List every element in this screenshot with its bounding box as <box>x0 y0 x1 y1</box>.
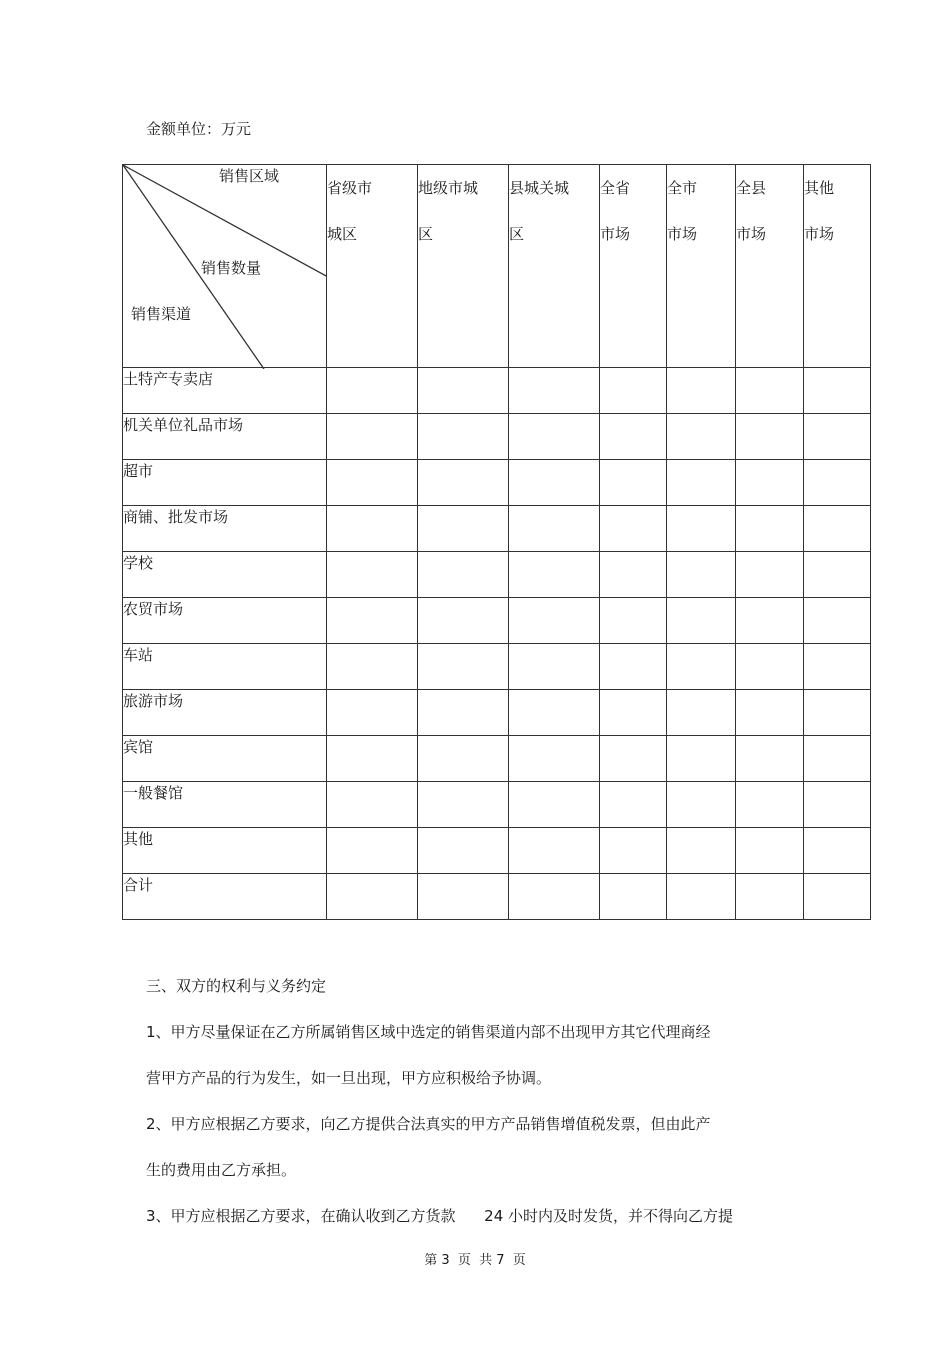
table-cell <box>736 690 804 736</box>
table-row <box>123 414 871 460</box>
row-label: 其他 <box>123 828 327 874</box>
table-cell <box>736 552 804 598</box>
table-cell <box>667 414 736 460</box>
column-header: 省级市 城区 <box>327 165 418 368</box>
table-cell <box>418 414 509 460</box>
row-label: 车站 <box>123 644 327 690</box>
column-header: 县城关城 区 <box>509 165 600 368</box>
column-header: 地级市城 区 <box>418 165 509 368</box>
table-row <box>123 460 871 506</box>
table-cell <box>736 506 804 552</box>
column-header: 其他 市场 <box>804 165 871 368</box>
table-cell <box>804 874 871 920</box>
table-cell <box>509 828 600 874</box>
table-row <box>123 598 871 644</box>
corner-channel-label: 销售渠道 <box>131 305 192 323</box>
table-cell <box>736 736 804 782</box>
table-cell <box>736 368 804 414</box>
table-cell <box>667 644 736 690</box>
column-header: 全市 市场 <box>667 165 736 368</box>
row-label: 合计 <box>123 874 327 920</box>
table-cell <box>667 828 736 874</box>
table-cell <box>509 690 600 736</box>
corner-region-label: 销售区域 <box>219 167 280 185</box>
row-label: 土特产专卖店 <box>123 368 327 414</box>
table-cell <box>600 782 667 828</box>
table-cell <box>600 552 667 598</box>
column-header: 全县 市场 <box>736 165 804 368</box>
table-row <box>123 644 871 690</box>
table-cell <box>667 782 736 828</box>
table-cell <box>327 414 418 460</box>
table-cell <box>327 506 418 552</box>
table-corner-cell <box>123 165 327 368</box>
table-cell <box>736 782 804 828</box>
table-cell <box>327 736 418 782</box>
table-cell <box>327 368 418 414</box>
table-cell <box>600 368 667 414</box>
table-cell <box>600 874 667 920</box>
table-cell <box>667 368 736 414</box>
table-cell <box>418 506 509 552</box>
table-cell <box>736 644 804 690</box>
table-cell <box>509 368 600 414</box>
table-cell <box>804 460 871 506</box>
row-label: 超市 <box>123 460 327 506</box>
table-row <box>123 828 871 874</box>
table-cell <box>804 598 871 644</box>
table-cell <box>667 460 736 506</box>
table-row <box>123 506 871 552</box>
table-cell <box>327 598 418 644</box>
table-cell <box>327 644 418 690</box>
table-cell <box>804 644 871 690</box>
table-cell <box>418 736 509 782</box>
table-cell <box>509 552 600 598</box>
table-cell <box>509 782 600 828</box>
table-cell <box>600 460 667 506</box>
row-label: 一般餐馆 <box>123 782 327 828</box>
table-cell <box>509 460 600 506</box>
table-cell <box>804 828 871 874</box>
table-cell <box>418 690 509 736</box>
table-cell <box>736 598 804 644</box>
table-cell <box>509 644 600 690</box>
table-cell <box>736 460 804 506</box>
table-cell <box>736 874 804 920</box>
table-cell <box>327 782 418 828</box>
table-cell <box>667 552 736 598</box>
table-cell <box>509 736 600 782</box>
paragraph-line: 2、甲方应根据乙方要求，向乙方提供合法真实的甲方产品销售增值税发票，但由此产 <box>146 1115 711 1133</box>
table-row <box>123 368 871 414</box>
row-label: 机关单位礼品市场 <box>123 414 327 460</box>
table-cell <box>600 414 667 460</box>
table-cell <box>509 598 600 644</box>
table-cell <box>804 690 871 736</box>
table-cell <box>418 598 509 644</box>
table-cell <box>667 690 736 736</box>
table-cell <box>804 552 871 598</box>
table-cell <box>667 874 736 920</box>
table-row <box>123 782 871 828</box>
row-label: 农贸市场 <box>123 598 327 644</box>
table-cell <box>418 644 509 690</box>
table-row <box>123 736 871 782</box>
corner-quantity-label: 销售数量 <box>201 259 262 277</box>
paragraph-line: 3、甲方应根据乙方要求，在确认收到乙方货款 24 小时内及时发货，并不得向乙方提 <box>146 1207 734 1225</box>
table-cell <box>667 598 736 644</box>
table-cell <box>804 782 871 828</box>
table-cell <box>509 874 600 920</box>
table-cell <box>804 368 871 414</box>
table-cell <box>327 874 418 920</box>
table-cell <box>327 690 418 736</box>
table-cell <box>736 414 804 460</box>
table-cell <box>600 644 667 690</box>
table-cell <box>804 736 871 782</box>
table-cell <box>804 414 871 460</box>
table-cell <box>509 414 600 460</box>
table-header-row <box>123 165 871 368</box>
table-row <box>123 874 871 920</box>
table-cell <box>667 736 736 782</box>
table-cell <box>509 506 600 552</box>
table-cell <box>418 828 509 874</box>
page-footer: 第 3 页 共 7 页 <box>424 1253 526 1268</box>
paragraph-line: 生的费用由乙方承担。 <box>146 1161 297 1179</box>
row-label: 旅游市场 <box>123 690 327 736</box>
table-cell <box>327 828 418 874</box>
column-header: 全省 市场 <box>600 165 667 368</box>
paragraph-line: 营甲方产品的行为发生，如一旦出现，甲方应积极给予协调。 <box>146 1069 552 1087</box>
table-cell <box>418 782 509 828</box>
table-cell <box>804 506 871 552</box>
paragraph-line: 1、甲方尽量保证在乙方所属销售区域中选定的销售渠道内部不出现甲方其它代理商经 <box>146 1023 711 1041</box>
table-cell <box>418 552 509 598</box>
amount-unit-label: 金额单位：万元 <box>146 120 252 138</box>
table-cell <box>418 368 509 414</box>
table-cell <box>667 506 736 552</box>
table-cell <box>327 460 418 506</box>
table-cell <box>418 874 509 920</box>
table-cell <box>600 828 667 874</box>
table-cell <box>600 736 667 782</box>
row-label: 商铺、批发市场 <box>123 506 327 552</box>
table-row <box>123 552 871 598</box>
table-cell <box>600 506 667 552</box>
row-label: 学校 <box>123 552 327 598</box>
section-title: 三、双方的权利与义务约定 <box>146 977 327 995</box>
table-cell <box>418 460 509 506</box>
table-cell <box>736 828 804 874</box>
table-cell <box>600 690 667 736</box>
row-label: 宾馆 <box>123 736 327 782</box>
sales-table <box>122 164 871 920</box>
table-row <box>123 690 871 736</box>
table-cell <box>600 598 667 644</box>
table-cell <box>327 552 418 598</box>
